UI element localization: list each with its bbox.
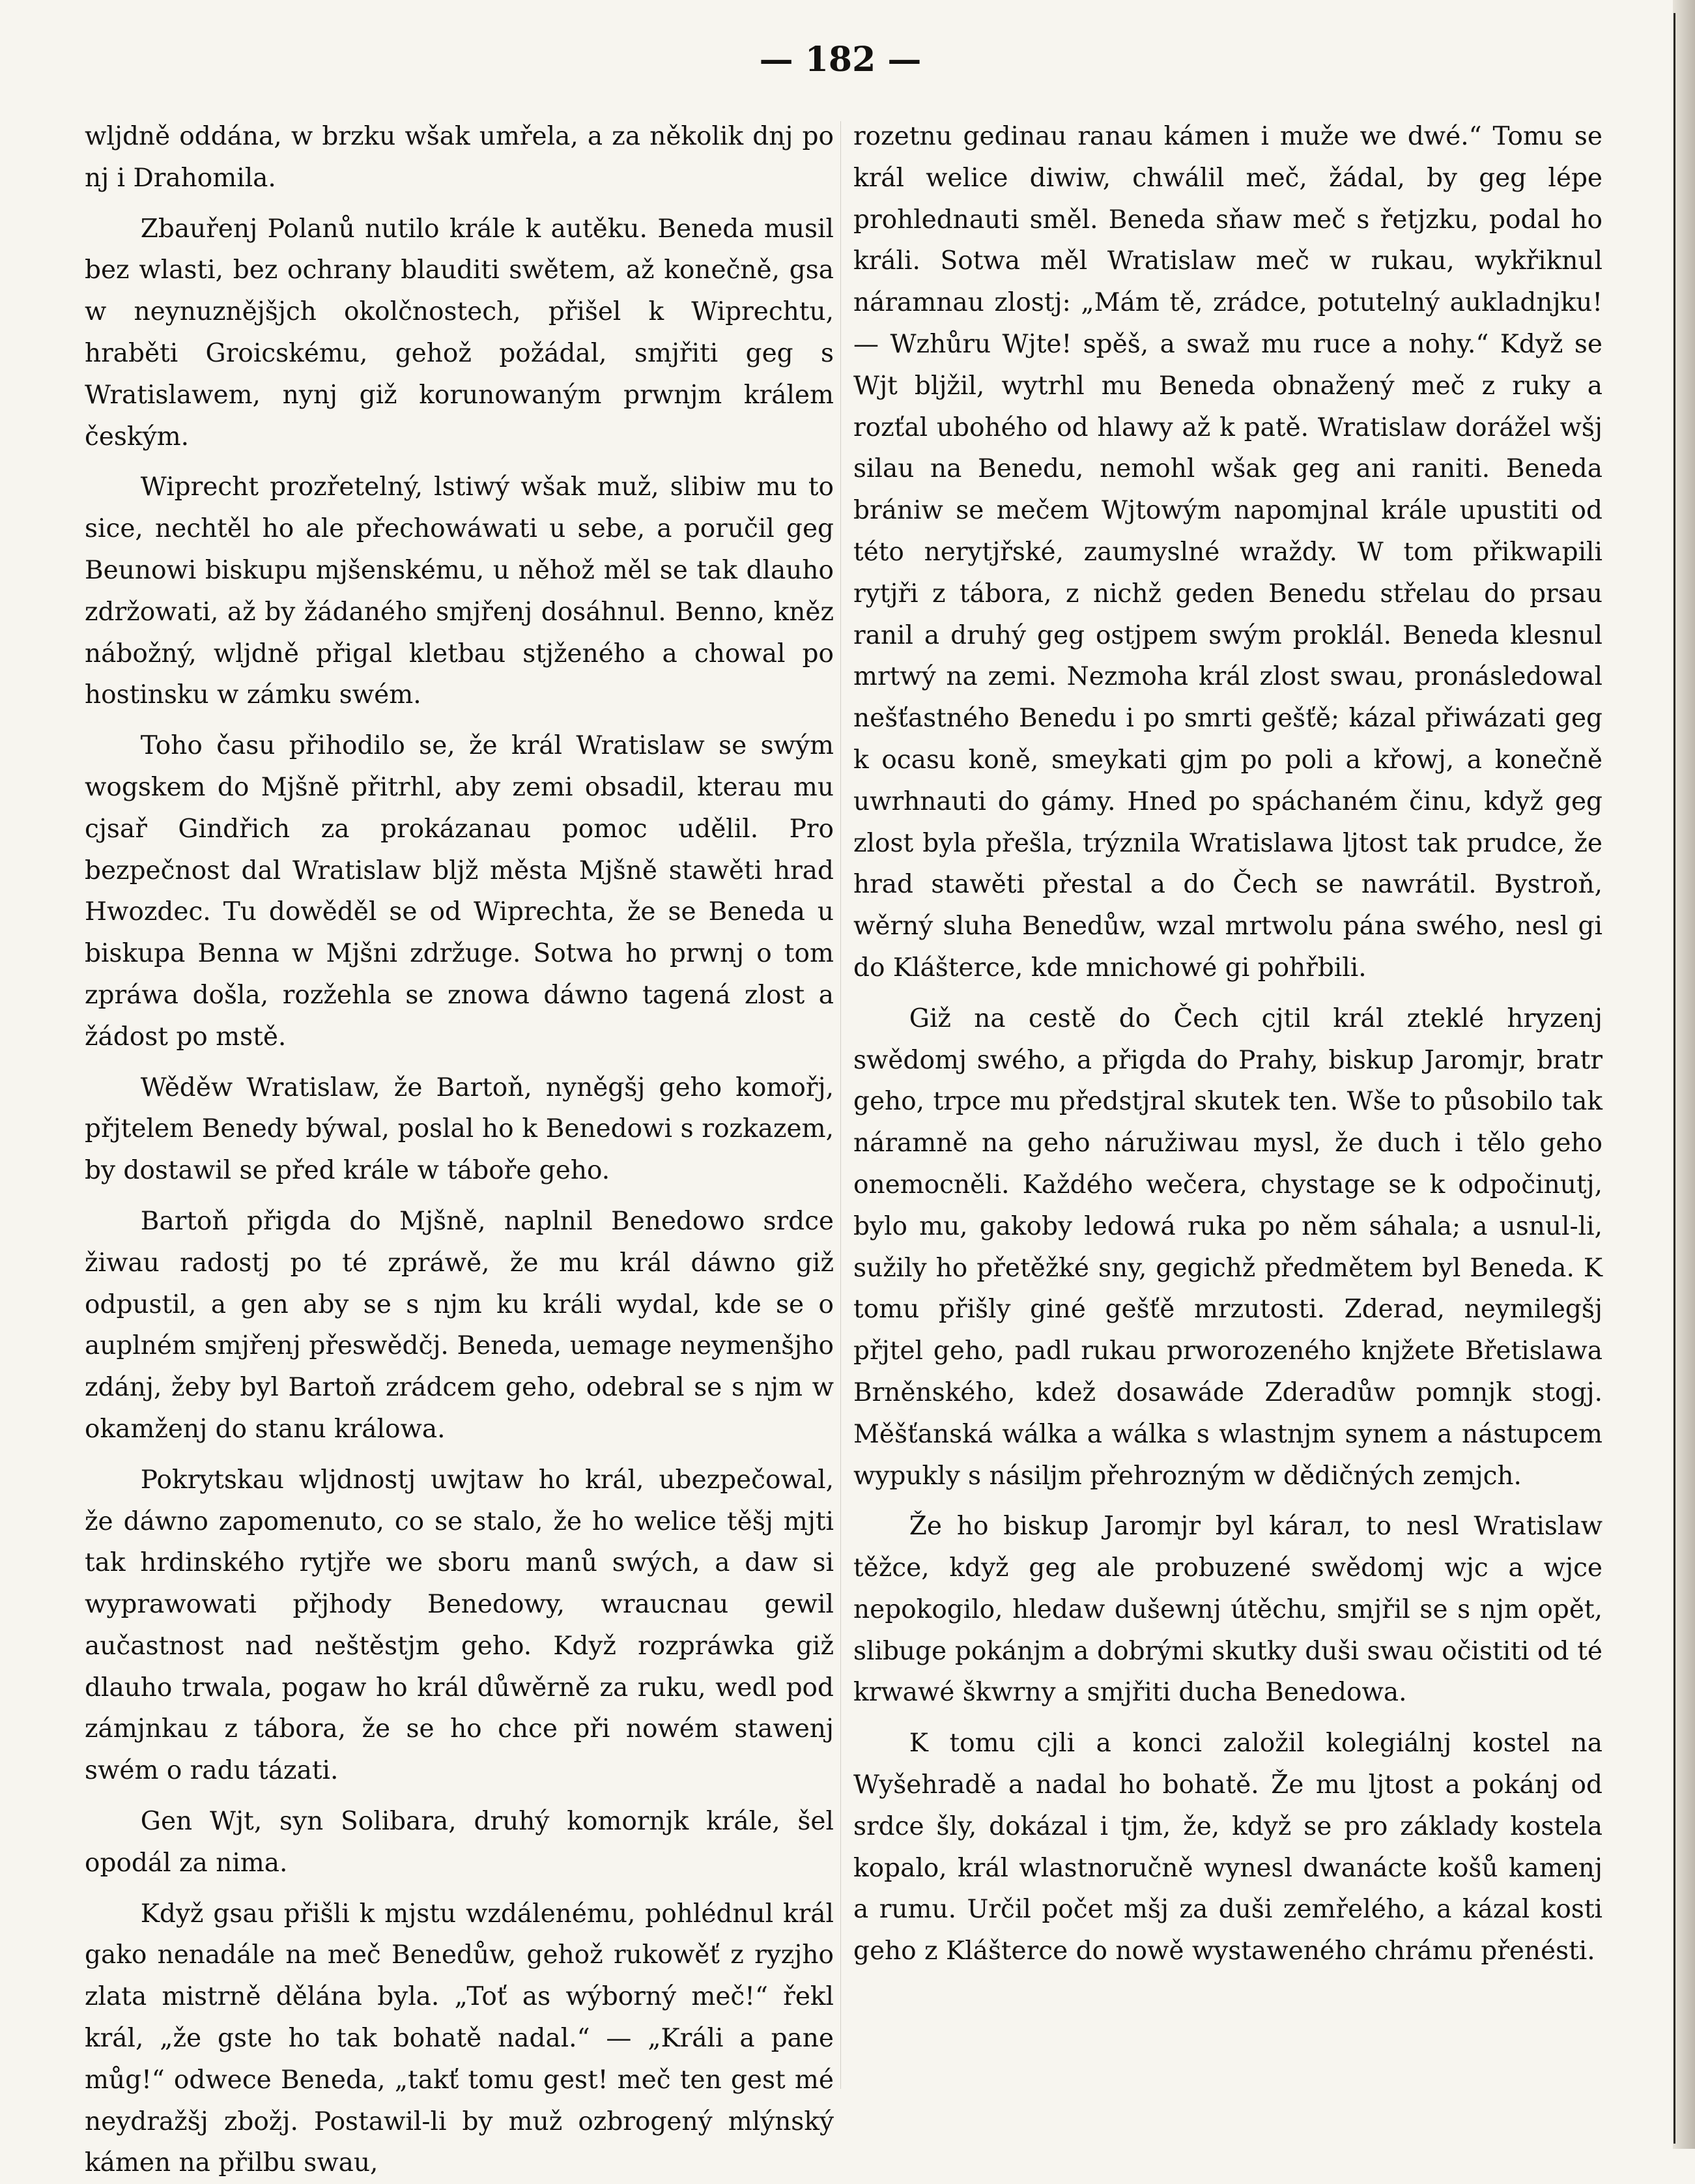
paragraph: Wěděw Wratislaw, že Bartoň, nyněgšj geho komořj, přjtelem Benedy býwal, poslal ho k Benedowi s rozkazem, by dostawil se před krále w táboře geho.	[85, 1072, 834, 1186]
right-column	[853, 116, 1602, 2110]
paragraph: Toho času přihodilo se, že král Wratislaw se swým wogskem do Mjšně přitrhl, aby zemi obsadil, kterau mu cjsař Gindřich za prokázanau pomoc udělil. Pro bezpečnost dal Wratislaw blјž města Mjšně stawěti hrad Hwozdec. Tu dowěděl se od Wiprechta, že se Beneda u biskupa Benna w Mjšni zdržuge. Sotwa ho prwnj o tom zpráwa došla, rozžehla se znowa dáwno tagená zlost a žádost po mstě.	[85, 731, 834, 1052]
paragraph: Wiprecht prozřetelný, lstiwý wšak muž, slibiw mu to sice, nechtěl ho ale přechowáwati u sebe, a poručil geg Beunowi biskupu mjšenskému, u něhož měl se tak dlauho zdržowati, až by žádaného smjřenj dosáhnul. Benno, kněz nábožný, wljdně přigal kletbau stjženého a chowal po hostinsku w zámku swém.	[85, 472, 834, 710]
column-divider	[840, 121, 841, 2089]
scan-edge-shadow	[1673, 0, 1695, 2149]
paragraph: rozetnu gedinau ranau kámen i muže we dwé.“ Tomu se král welice diwiw, chwálil meč, žádal, by geg lépe prohlednauti směl. Beneda sňaw meč s řetjzku, podal ho králi. Sotwa měl Wratislaw meč w rukau, wykřiknul náramnau zlostj: „Mám tě, zrádce, potutelný aukladnjku! — Wzhůru Wjte! spěš, a swaž mu ruce a nohy.“ Když se Wjt blјžil, wytrhl mu Beneda obnažený meč z ruky a rozťal ubohého od hlawy až k patě. Wratislaw dorážel wšj silau na Benedu, nemohl wšak geg ani raniti. Beneda brániw se mečem Wjtowým napomjnal krále upustiti od této nerytjřské, zaumyslné wraždy. W tom přikwapili rytjři z tábora, z nichž geden Benedu střelau do prsau ranil a druhý geg ostjpem swým proklál. Beneda klesnul mrtwý na zemi. Nezmoha král zlost swau, pronásledowal nešťastného Benedu i po smrti gešťě; kázal přiwázati geg k ocasu koně, smeykati gjm po poli a křowj, a konečně uwrhnauti do gámy. Hned po spáchaném činu, když geg zlost byla přešla, trýznila Wratislawa ljtost tak prudce, že hrad stawěti přestal a do Čech se nawrátil. Bystroň, wěrný sluha Benedůw, wzal mrtwolu pána swého, nesl gi do Klášterce, kde mnichowé gi pohřbili.	[853, 122, 1602, 983]
paragraph: Pokrytskau wljdnostj uwjtaw ho král, ubezpečowal, že dáwno zapomenuto, co se stalo, že ho welice těšj mjti tak hrdinského rytjře we sboru manů swých, a daw si wyprawowati přjhody Benedowy, wraucnau gewil aučastnost nad neštěstjm geho. Když rozpráwka giž dlauho trwala, pogaw ho král důwěrně za ruku, wedl pod zámjnkau z tábora, že se ho chce při nowém stawenj swém o radu tázati.	[85, 1465, 834, 1786]
paragraph: wljdně oddána, w brzku wšak umřela, a za několik dnj po nj i Drahomila.	[85, 122, 834, 193]
paragraph: Giž na cestě do Čech cjtil král zteklé hryzenj swědomj swého, a přigda do Prahy, biskup Jaromjr, bratr geho, trpce mu předstjral skutek ten. Wše to působilo tak náramně na geho náružiwau mysl, že duch i tělo geho onemocněli. Každého wečera, chystage se k odpočinutj, bylo mu, gakoby ledowá ruka po něm sáhala; a usnul-li, sužily ho přetěžké sny, gegichž předmětem byl Beneda. K tomu přišly giné gešťě mrzutosti. Zderad, neymilegšj přjtel geho, padl rukau prworozeného knjžete Břetislawa Brněnského, kdež dosawáde Zderadůw pomnjk stogj. Měšťanská wálka a wálka s wlastnjm synem a nástupcem wypukly s násilјm přehrozným w dědičných zemjch.	[853, 1003, 1602, 1491]
page-number: — 182 —	[759, 40, 922, 79]
paragraph: Bartoň přigda do Mjšně, naplnil Benedowo srdce žiwau radostj po té zpráwě, že mu král dáwno giž odpustil, a gen aby se s njm ku králi wydal, kde se o auplném smjřenj přeswědčj. Beneda, uemage neymenšjho zdánj, žeby byl Bartoň zrádcem geho, odebral se s njm w okamženj do stanu králowa.	[85, 1206, 834, 1444]
scan-border-line	[1674, 13, 1675, 2144]
left-column	[85, 116, 834, 2178]
paragraph: Že ho biskup Jaromjr byl kárал, to nesl Wratislaw těžce, když geg ale probuzené swědomj wjc a wjce nepokogilo, hledaw dušewnj útěchu, smjřil se s njm opět, slibuge pokánjm a dobrými skutky duši swau očistiti od té krwawé škwrny a smjřiti ducha Benedowa.	[853, 1512, 1602, 1708]
paragraph: Když gsau přišli k mjstu wzdálenému, pohlédnul král gako nenadále na meč Benedůw, gehož rukowěť z ryzjho zlata mistrně dělána byla. „Toť as wýborný meč!“ řekl král, „že gste ho tak bohatě nadal.“ — „Králi a pane můg!“ odwece Beneda, „takť tomu gest! meč ten gest mé neydražšj zbožj. Postawil-li by muž ozbrogený mlýnský kámen na přilbu swau,	[85, 1899, 834, 2178]
paragraph: Gen Wjt, syn Solibara, druhý komornjk krále, šel opodál za nima.	[85, 1807, 834, 1878]
paragraph: Zbauřenj Polanů nutilo krále k autěku. Beneda musil bez wlasti, bez ochrany blauditi swětem, až konečně, gsa w neynuznějšjch okolčnostech, přišel k Wiprechtu, hraběti Groicskému, gehož požádal, smjřiti geg s Wratislawem, nynj giž korunowaným prwnjm králem českým.	[85, 214, 834, 452]
paragraph: K tomu cjli a konci založil kolegiálnj kostel na Wyšehradě a nadal ho bohatě. Že mu ljtost a pokánj od srdce šly, dokázal i tjm, že, když se pro základy kostela kopalo, král wlastnoručně wynesl dwanácte košů kamenj a rumu. Určil počet mšj za duši zemřelého, a kázal kosti geho z Klášterce do nowě wystaweného chrámu přenésti.	[853, 1729, 1602, 1966]
